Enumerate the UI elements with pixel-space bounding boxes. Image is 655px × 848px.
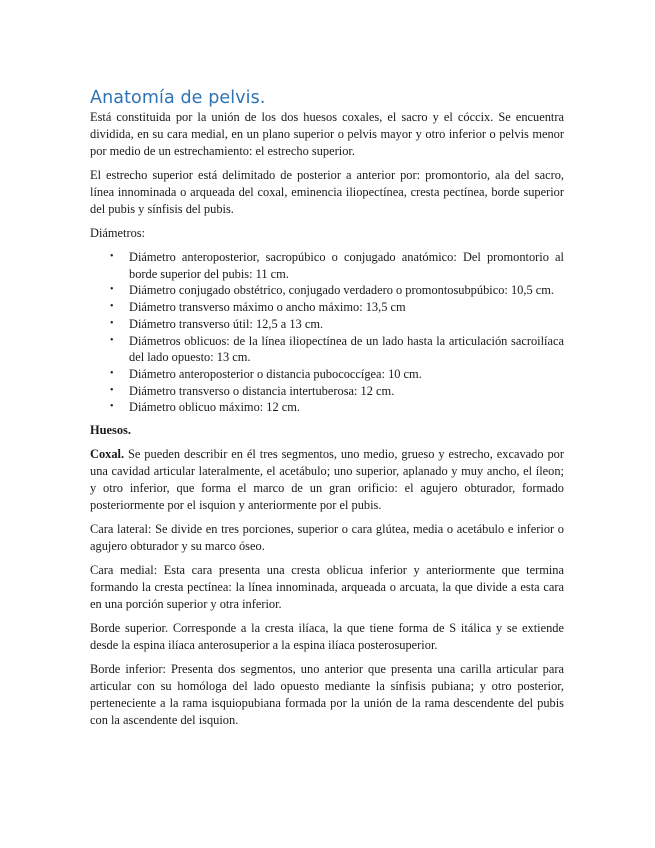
cara-medial-paragraph: Cara medial: Esta cara presenta una cresta oblicua inferior y anteriormente que termina formando la cresta pectínea: la línea innominada, arqueada o arcuata, la que divide a esta cara en una porción superior y otra inferior.	[90, 563, 564, 612]
bullet-icon: •	[110, 367, 114, 379]
list-item-text: Diámetro conjugado obstétrico, conjugado verdadero o promontosubpúbico: 10,5 cm.	[129, 283, 554, 298]
list-item-text: Diámetro transverso o distancia intertuberosa: 12 cm.	[129, 383, 395, 398]
cara-lateral-paragraph: Cara lateral: Se divide en tres porciones, superior o cara glútea, media o acetábulo e inferior o agujero obturador y su marco óseo.	[90, 522, 564, 554]
list-item-text: Diámetros oblicuos: de la línea iliopectínea de un lado hasta la articulación sacroilíaca del lado opuesto: 13 cm.	[129, 333, 564, 365]
coxal-label: Coxal.	[90, 447, 125, 462]
huesos-heading: Huesos.	[90, 423, 131, 438]
list-item-text: Diámetro anteroposterior o distancia pubococcígea: 10 cm.	[129, 366, 422, 381]
list-item	[110, 282, 564, 299]
diametros-list	[90, 249, 564, 416]
bullet-icon: •	[110, 317, 114, 329]
list-item	[110, 299, 564, 316]
list-item-text: Diámetro transverso máximo o ancho máximo: 13,5 cm	[129, 300, 406, 315]
bullet-icon: •	[110, 284, 114, 296]
coxal-text: Se pueden describir en él tres segmentos, uno medio, grueso y estrecho, excavado por una cavidad articular lateralmente, el acetábulo; uno superior, aplanado y muy ancho, el íleon; y otro inferior, que forma el marco de un gran orificio: el agujero obturador, formado posteriormente por el isquion y anteriormente por el pubis.	[90, 447, 564, 513]
bullet-icon: •	[110, 251, 114, 262]
intro-paragraph: Está constituida por la unión de los dos huesos coxales, el sacro y el cóccix. Se encuentra dividida, en su cara medial, en un plano superior o pelvis mayor y otro inferior o pelvis menor por medio de un estrechamiento: el estrecho superior.	[90, 110, 564, 158]
document-title: Anatomía de pelvis.	[90, 88, 266, 108]
list-item	[110, 383, 564, 400]
list-item	[110, 399, 564, 416]
bullet-icon: •	[110, 384, 114, 396]
borde-inferior-paragraph: Borde inferior: Presenta dos segmentos, uno anterior que presenta una carilla articular para articular con su homóloga del lado opuesto mediante la sínfisis pubiana; y otro posterior, perteneciente a la rama isquiopubiana formada por la unión de la rama descendente del pubis con la ascendente del isquion.	[90, 662, 564, 728]
estrecho-paragraph: El estrecho superior está delimitado de posterior a anterior por: promontorio, ala del sacro, línea innominada o arqueada del coxal, eminencia iliopectínea, cresta pectínea, borde superior del pubis y sínfisis del pubis.	[90, 168, 564, 216]
document-page	[90, 88, 564, 736]
list-item	[110, 316, 564, 333]
bullet-icon: •	[110, 401, 114, 413]
list-item-text: Diámetro oblicuo máximo: 12 cm.	[129, 400, 301, 415]
list-item-text: Diámetro anteroposterior, sacropúbico o conjugado anatómico: Del promontorio al borde superior del pubis: 11 cm.	[129, 250, 564, 281]
bullet-icon: •	[110, 334, 114, 346]
borde-superior-paragraph: Borde superior. Corresponde a la cresta ilíaca, la que tiene forma de S itálica y se extiende desde la espina ilíaca anterosuperior a la espina ilíaca posterosuperior.	[90, 621, 564, 653]
coxal-paragraph	[90, 446, 564, 514]
diametros-heading: Diámetros:	[90, 226, 146, 240]
list-item	[110, 249, 564, 282]
list-item	[110, 333, 564, 366]
list-item	[110, 366, 564, 383]
bullet-icon: •	[110, 301, 114, 313]
list-item-text: Diámetro transverso útil: 12,5 a 13 cm.	[129, 316, 324, 331]
